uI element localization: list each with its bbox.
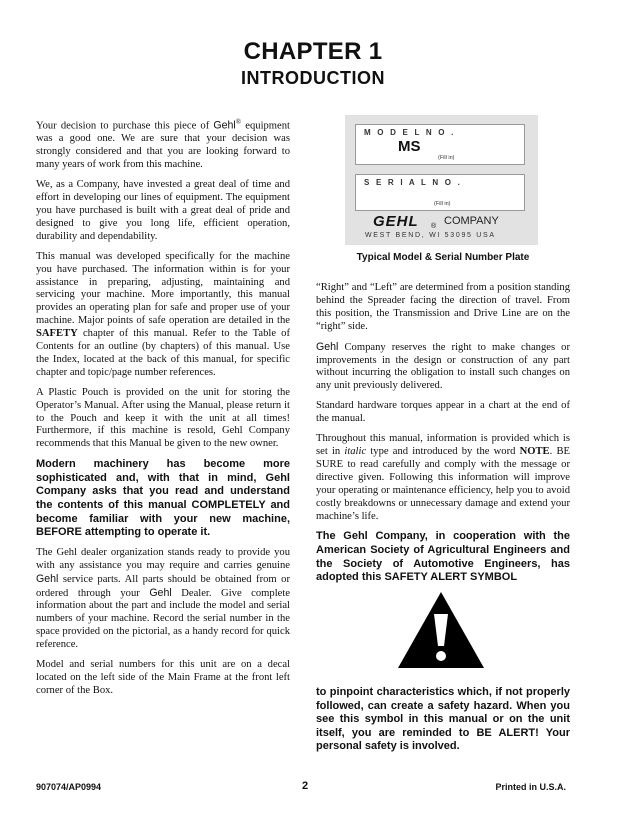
page-header [0, 38, 626, 90]
safety-alert-icon [396, 590, 486, 670]
chapter-heading: CHAPTER 1 [243, 38, 383, 65]
brand-name: Gehl [149, 586, 172, 599]
page-number: 2 [302, 780, 309, 792]
paragraph-torques: Standard hardware torques appear in a chart at the end of the manual. [316, 400, 570, 425]
paragraph-pouch: A Plastic Pouch is provided on the unit for storing the Operator’s Manual. After using the Manual, please return it to the Pouch and keep it with the unit at all times! Furthermore, if this machine is resold, Gehl Company recommends that this Manual be given to the new owner. [36, 386, 290, 450]
left-column [36, 116, 290, 705]
model-number-value: MS [398, 138, 421, 155]
serial-number-plate [345, 115, 538, 245]
paragraph-note: Throughout this manual, information is provided which is set in italic type and introduced by the word NOTE. BE SURE to read carefully and comply with the message or directive given. Following this information will improve your operating or maintenance efficiency, help you to avoid costly breakdowns or unnecessary damage and extend your machine’s life. [316, 433, 570, 522]
paragraph-right-left: “Right” and “Left” are determined from a position standing behind the Spreader facing the direction of travel. From this position, the Transmission and Drive Line are on the “right” side. [316, 282, 570, 332]
brand-name: Gehl [36, 572, 59, 585]
printed-in: Printed in U.S.A. [495, 782, 566, 792]
right-column [316, 282, 570, 592]
serial-number-label: S E R I A L N O . [364, 178, 463, 187]
document-number: 907074/AP0994 [36, 782, 102, 792]
paragraph-read-warning: Modern machinery has become more sophisticated and, with that in mind, Gehl Company asks that you read and understand the contents of this manual COMPLETELY and become familiar with your new machine, BEFORE attempting to operate it. [36, 458, 290, 539]
registered-mark: ® [235, 118, 242, 126]
model-number-label: M O D E L N O . [364, 128, 456, 137]
paragraph-decision: Your decision to purchase this piece of Gehl® equipment was a good one. We are sure that your decision was strongly considered and that you are looking forward to many years of work from this machine. [36, 118, 290, 171]
paragraph-changes: Gehl Company reserves the right to make changes or improvements in the design or construction of any part without incurring the obligation to install such changes on any unit previously delivered. [316, 340, 570, 392]
paragraph-decal: Model and serial numbers for this unit are on a decal located on the left side of the Main Frame at the front left corner of the Box. [36, 659, 290, 696]
paragraph-dealer: The Gehl dealer organization stands ready to provide you with any assistance you may require and carries genuine Gehl service parts. All parts should be obtained from or ordered through your Gehl Dealer. Give complete information about the part and include the model and serial numbers of your machine. Record the serial number in the space provided on the pictorial, as a handy record for quick reference. [36, 546, 290, 651]
paragraph-manual: This manual was developed specifically for the machine you have purchased. The information within is for your assistance in preparing, adjusting, maintaining and servicing your machine. More importantly, this manual provides an operating plan for safe and proper use of your machine. Major points of safe operation are detailed in the SAFETY chapter of this manual. Refer to the Table of Contents for an outline (by chapters) of this manual. Use the Index, located at the back of this manual, for specific chapter and topic/page number references. [36, 250, 290, 378]
paragraph-alert: to pinpoint characteristics which, if not properly followed, can create a safety hazard. When you see this symbol in this manual or on the unit itself, you are reminded to BE ALERT! Your personal safety is involved. [316, 686, 570, 753]
italic-word: italic [344, 445, 367, 457]
fill-in-hint: (Fill in) [438, 155, 455, 161]
safety-reference: SAFETY [36, 328, 78, 340]
gehl-logo: GEHL [373, 213, 419, 230]
chapter-title: INTRODUCTION [241, 68, 385, 88]
model-number-box [355, 124, 525, 165]
serial-number-box [355, 174, 525, 211]
paragraph-company: We, as a Company, have invested a great deal of time and effort in developing our lines of equipment. The equipment you have purchased is built with a great deal of pride and designed to give you long life, efficient operation, durability and dependability. [36, 179, 290, 242]
note-word: NOTE [519, 445, 550, 457]
company-address: WEST BEND, WI 53095 USA [365, 232, 496, 239]
plate-caption: Typical Model & Serial Number Plate [356, 252, 530, 263]
fill-in-hint: (Fill in) [434, 201, 451, 207]
registered-mark: ® [431, 223, 437, 230]
company-label: COMPANY [444, 215, 499, 227]
brand-name: Gehl [316, 340, 339, 353]
paragraph-safety-symbol: The Gehl Company, in cooperation with the American Society of Agricultural Engineers and the Society of Automotive Engineers, has adopted this SAFETY ALERT SYMBOL [316, 530, 570, 584]
brand-name: Gehl [213, 119, 236, 132]
